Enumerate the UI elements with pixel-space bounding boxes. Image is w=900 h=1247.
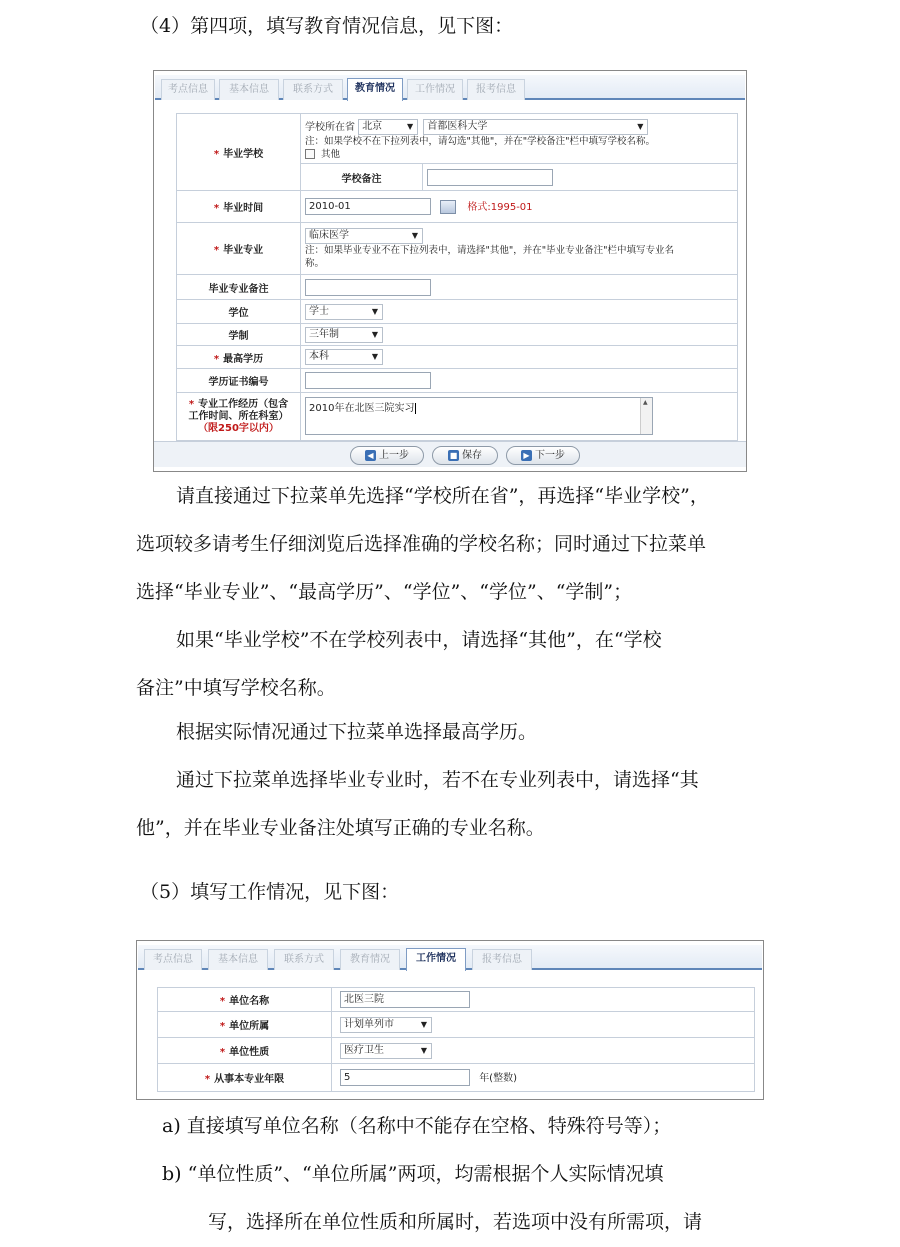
degree-select[interactable]: 学士 ▼ <box>305 304 383 320</box>
paragraph-a-3: 选择“毕业专业”、“最高学历”、“学位”、“学位”、“学制”； <box>136 581 633 603</box>
label-experience: * 专业工作经历（包含 工作时间、所在科室） （限250字以内） <box>177 393 301 441</box>
button-row <box>154 441 746 467</box>
tab-education[interactable]: 教育情况 <box>340 949 400 970</box>
tab-contact[interactable]: 联系方式 <box>274 949 334 970</box>
label-education: * 最高学历 <box>177 346 301 369</box>
calendar-icon[interactable] <box>440 200 456 214</box>
prev-button[interactable]: ◀ 上一步 <box>350 446 424 465</box>
save-icon: ■ <box>449 450 458 460</box>
tab-work[interactable]: 工作情况 <box>406 948 466 971</box>
label-unit-belong: * 单位所属 <box>158 1012 332 1038</box>
work-table <box>157 987 755 1092</box>
system-select[interactable]: 三年制 ▼ <box>305 327 383 343</box>
section-5-heading: （5）填写工作情况，见下图： <box>140 881 400 903</box>
unit-belong-select[interactable]: 计划单列市 ▼ <box>340 1017 432 1033</box>
paragraph-b-1: a) 直接填写单位名称（名称中不能存在空格、特殊符号等）； <box>162 1115 672 1137</box>
arrow-right-icon: ▶ <box>521 450 532 461</box>
textarea-scrollbar[interactable] <box>640 398 652 434</box>
label-unit-type: * 单位性质 <box>158 1038 332 1064</box>
paragraph-a-7: 通过下拉菜单选择毕业专业时，若不在专业列表中，请选择“其 <box>176 769 699 791</box>
section-4-heading: （4）第四项，填写教育情况信息，见下图： <box>140 15 514 37</box>
label-major-remark: 毕业专业备注 <box>177 275 301 300</box>
label-cert: 学历证书编号 <box>177 369 301 393</box>
tab-application[interactable]: 报考信息 <box>467 79 525 100</box>
paragraph-a-5: 备注”中填写学校名称。 <box>136 677 336 699</box>
other-school-label: 其他 <box>321 148 341 160</box>
tab-application[interactable]: 报考信息 <box>472 949 532 970</box>
tab-contact[interactable]: 联系方式 <box>283 79 343 100</box>
major-remark-input[interactable] <box>305 279 431 296</box>
label-grad-time: * 毕业时间 <box>177 191 301 223</box>
years-input[interactable]: 5 <box>340 1069 470 1086</box>
tab-bar-work <box>138 945 762 970</box>
education-form-screenshot <box>153 70 747 472</box>
tab-education[interactable]: 教育情况 <box>347 78 403 101</box>
province-select[interactable]: 北京 ▼ <box>358 119 418 135</box>
school-remark-input[interactable] <box>427 169 553 186</box>
paragraph-b-2: b) “单位性质”、“单位所属”两项，均需根据个人实际情况填 <box>162 1163 664 1185</box>
label-years: * 从事本专业年限 <box>158 1064 332 1092</box>
province-label: 学校所在省 <box>305 121 355 133</box>
experience-textarea[interactable]: 2010年在北医三院实习 ▲ <box>305 397 653 435</box>
paragraph-a-4: 如果“毕业学校”不在学校列表中，请选择“其他”，在“学校 <box>176 629 662 651</box>
tab-basic-info[interactable]: 基本信息 <box>219 79 279 100</box>
tab-exam-site[interactable]: 考点信息 <box>161 79 215 100</box>
years-unit: 年(整数) <box>479 1072 517 1084</box>
label-system: 学制 <box>177 324 301 346</box>
tab-bar <box>155 75 745 100</box>
paragraph-a-6: 根据实际情况通过下拉菜单选择最高学历。 <box>176 721 538 743</box>
paragraph-b-3: 写，选择所在单位性质和所属时，若选项中没有所需项，请 <box>208 1211 703 1233</box>
paragraph-a-1: 请直接通过下拉菜单先选择“学校所在省”，再选择“毕业学校”， <box>176 485 709 507</box>
unit-type-select[interactable]: 医疗卫生 ▼ <box>340 1043 432 1059</box>
tab-basic-info[interactable]: 基本信息 <box>208 949 268 970</box>
major-note-1: 注：如果毕业专业不在下拉列表中，请选择"其他"，并在"毕业专业备注"栏中填写专业名 <box>305 244 674 256</box>
arrow-left-icon: ◀ <box>365 450 376 461</box>
paragraph-a-2: 选项较多请考生仔细浏览后选择准确的学校名称；同时通过下拉菜单 <box>136 533 707 555</box>
major-select[interactable]: 临床医学 ▼ <box>305 228 423 244</box>
work-form-screenshot <box>136 940 764 1100</box>
school-select[interactable]: 首都医科大学 ▼ <box>423 119 648 135</box>
education-select[interactable]: 本科 ▼ <box>305 349 383 365</box>
label-unit-name: * 单位名称 <box>158 988 332 1012</box>
label-school-remark: 学校备注 <box>301 164 423 191</box>
school-note: 注：如果学校不在下拉列表中，请勾选"其他"，并在"学校备注"栏中填写学校名称。 <box>305 135 655 147</box>
label-major: * 毕业专业 <box>177 223 301 275</box>
grad-time-input[interactable]: 2010-01 <box>305 198 431 215</box>
label-degree: 学位 <box>177 300 301 324</box>
tab-exam-site[interactable]: 考点信息 <box>144 949 202 970</box>
paragraph-a-8: 他”，并在毕业专业备注处填写正确的专业名称。 <box>136 817 545 839</box>
label-school: * 毕业学校 <box>177 114 301 191</box>
next-button[interactable]: ▶ 下一步 <box>506 446 580 465</box>
cert-input[interactable] <box>305 372 431 389</box>
other-school-checkbox[interactable] <box>305 149 315 159</box>
major-note-2: 称。 <box>305 257 325 269</box>
education-table <box>176 113 738 441</box>
save-button[interactable]: ■ 保存 <box>432 446 498 465</box>
unit-name-input[interactable]: 北医三院 <box>340 991 470 1008</box>
tab-work[interactable]: 工作情况 <box>407 79 463 100</box>
grad-time-format: 格式:1995-01 <box>467 201 533 213</box>
